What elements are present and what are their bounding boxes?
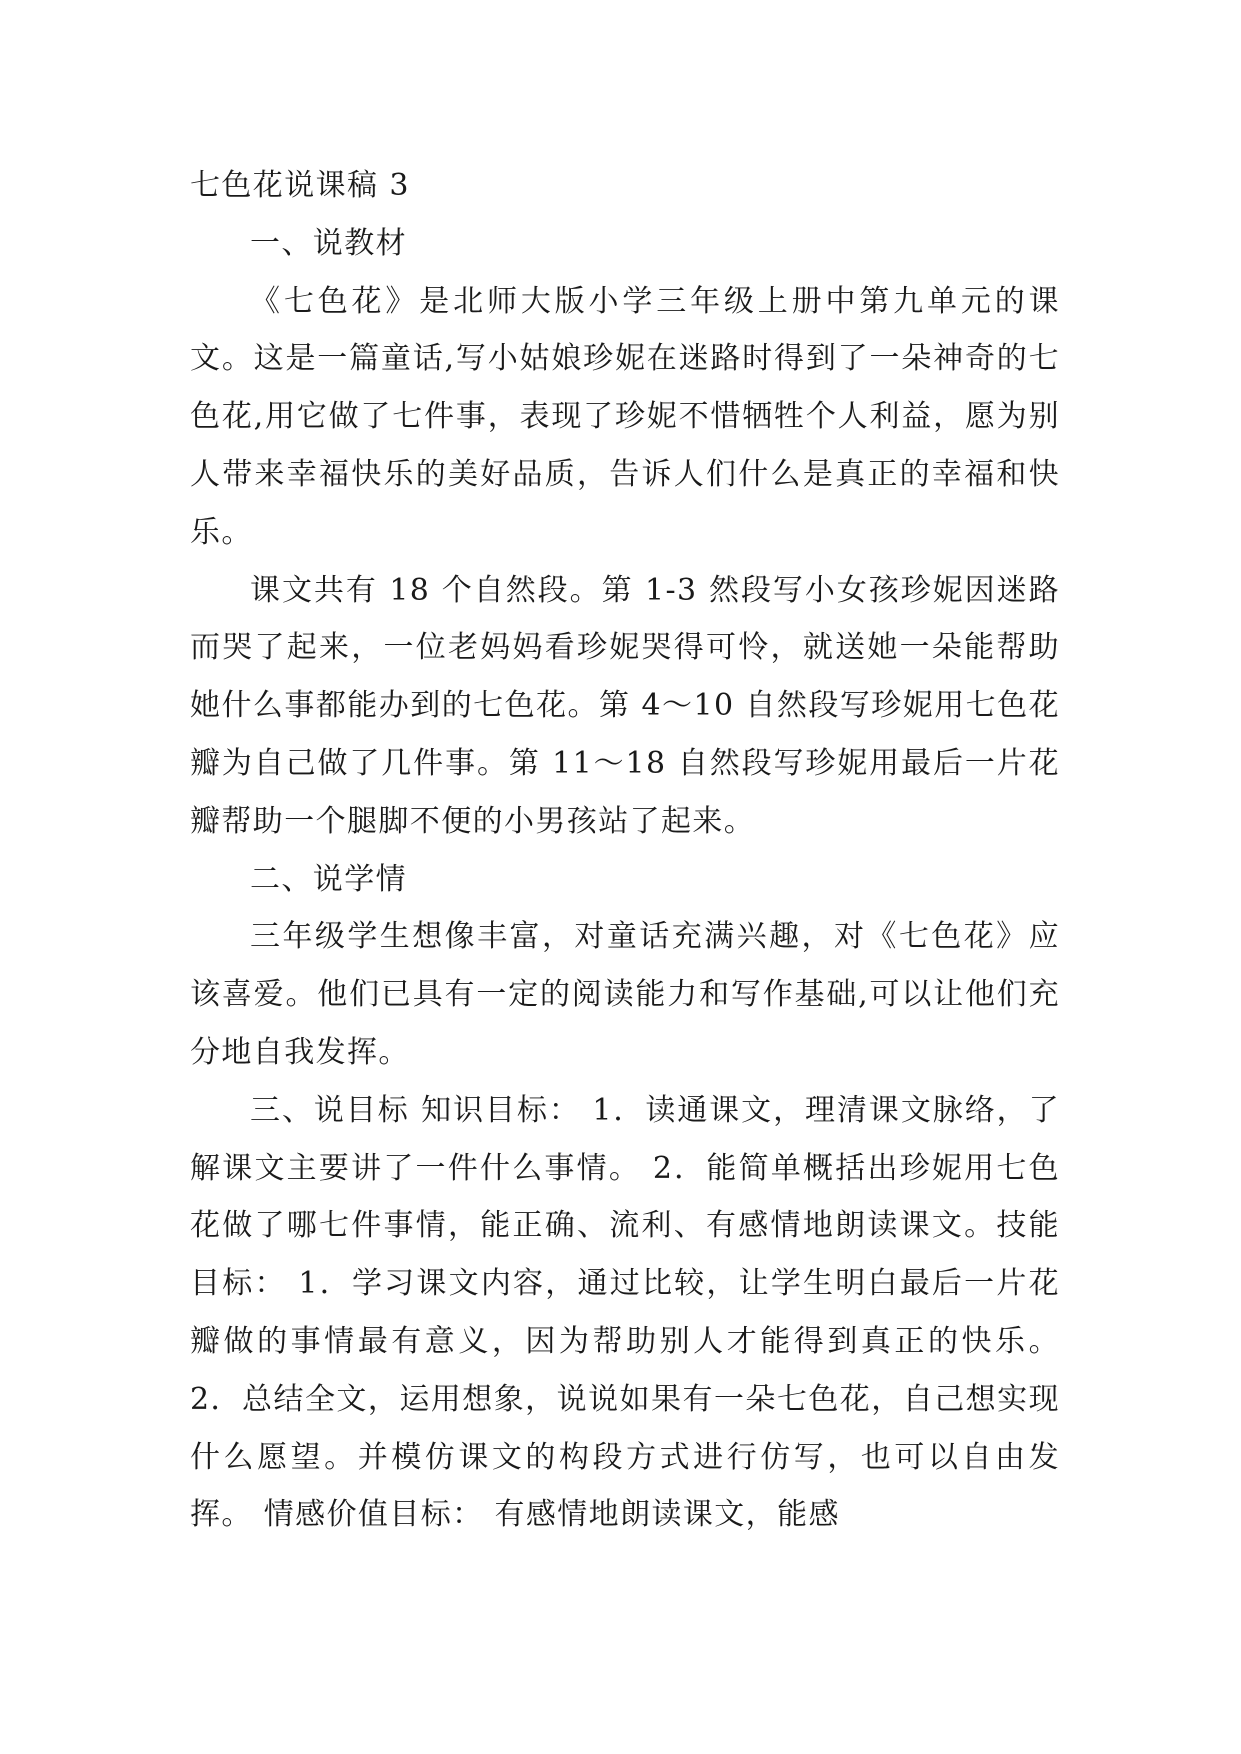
- section-heading-students: 二、说学情: [250, 861, 407, 897]
- paragraph-textbook-intro: 《七色花》是北师大版小学三年级上册中第九单元的课文。这是一篇童话,写小姑娘珍妮在迷路时得到了一朵神奇的七色花,用它做了七件事，表现了珍妮不惜牺牲个人利益，愿为别人带来幸福快乐的美好品质，告诉人们什么是真正的幸福和快乐。: [190, 283, 1060, 550]
- paragraph-objectives: 三、说目标 知识目标： 1．读通课文，理清课文脉络，了解课文主要讲了一件什么事情。 2．能简单概括出珍妮用七色花做了哪七件事情，能正确、流利、有感情地朗读课文。技能目标： 1．学习课文内容，通过比较，让学生明白最后一片花瓣做的事情最有意义，因为帮助别人才能得到真正的快乐。 2．总结全文，运用想象，说说如果有一朵七色花，自己想实现什么愿望。并模仿课文的构段方式进行仿写，也可以自由发挥。 情感价值目标： 有感情地朗读课文，能感: [190, 1092, 1060, 1533]
- section-heading-textbook: 一、说教材: [250, 225, 407, 261]
- document-page: [190, 157, 1060, 1544]
- paragraph-students: 三年级学生想像丰富，对童话充满兴趣，对《七色花》应该喜爱。他们已具有一定的阅读能力和写作基础,可以让他们充分地自我发挥。: [190, 919, 1060, 1070]
- paragraph-textbook-structure: 课文共有 18 个自然段。第 1-3 然段写小女孩珍妮因迷路而哭了起来，一位老妈妈看珍妮哭得可怜，就送她一朵能帮助她什么事都能办到的七色花。第 4～10 自然段写珍妮用七色花瓣为自己做了几件事。第 11～18 自然段写珍妮用最后一片花瓣帮助一个腿脚不便的小男孩站了起来。: [190, 572, 1060, 839]
- document-title: 七色花说课稿 3: [190, 168, 410, 203]
